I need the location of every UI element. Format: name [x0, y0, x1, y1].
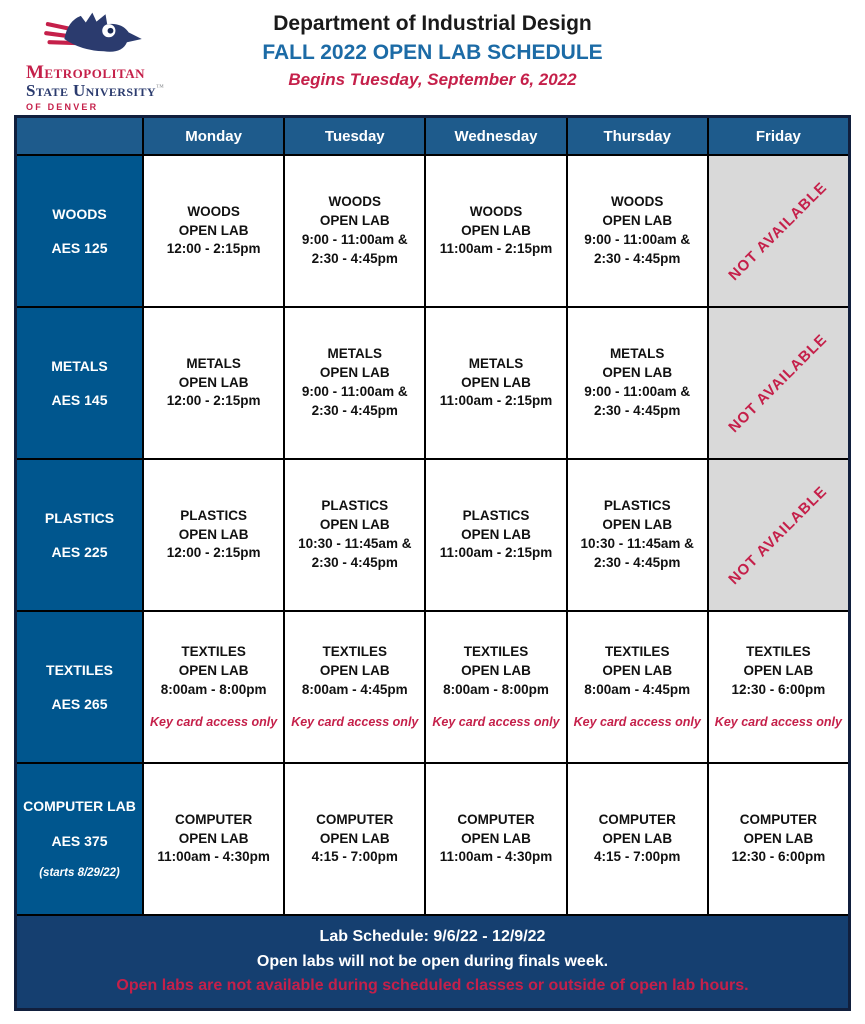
schedule-cell-line: OPEN LAB	[461, 526, 531, 542]
schedule-table	[14, 115, 851, 1011]
room-number: AES 265	[51, 696, 108, 712]
schedule-cell	[709, 764, 848, 914]
day-header	[426, 118, 565, 154]
schedule-cell-line: 2:30 - 4:45pm	[594, 554, 681, 570]
logo-trademark: ™	[155, 82, 165, 92]
schedule-cell-line: METALS	[327, 346, 383, 362]
schedule-cell-line: TEXTILES	[746, 643, 811, 659]
schedule-cell-line: OPEN LAB	[319, 517, 390, 533]
lab-name: PLASTICS	[44, 509, 115, 526]
schedule-cell	[144, 308, 283, 458]
schedule-cell-line: 2:30 - 4:45pm	[311, 250, 398, 266]
logo-of-denver: OF DENVER	[26, 101, 99, 112]
schedule-cell-line: 2:30 - 4:45pm	[311, 554, 398, 570]
schedule-cell-line: 9:00 - 11:00am &	[584, 232, 691, 247]
footer-date-range: Lab Schedule: 9/6/22 - 12/9/22	[319, 927, 546, 945]
page-subtitle: FALL 2022 OPEN LAB SCHEDULE	[262, 41, 603, 64]
schedule-cell-line: OPEN LAB	[461, 662, 531, 678]
schedule-cell-line: TEXTILES	[463, 643, 529, 659]
schedule-cell	[285, 764, 424, 914]
schedule-cell	[426, 156, 565, 306]
schedule-cell-line: 11:00am - 4:30pm	[439, 849, 553, 865]
room-number: AES 375	[51, 832, 108, 849]
room-number: AES 145	[51, 392, 108, 408]
schedule-cell	[144, 460, 283, 610]
schedule-cell-line: OPEN LAB	[178, 222, 249, 238]
schedule-cell-line: 12:30 - 6:00pm	[731, 849, 826, 865]
lab-name: METALS	[51, 357, 108, 374]
schedule-cell	[568, 764, 707, 914]
schedule-cell-line: OPEN LAB	[319, 365, 390, 381]
day-header	[568, 118, 707, 154]
day-header-label: Friday	[755, 127, 801, 145]
schedule-cell-line: 8:00am - 4:45pm	[584, 681, 691, 697]
schedule-cell-line: WOODS	[469, 203, 523, 219]
schedule-cell	[426, 764, 565, 914]
schedule-cell	[709, 612, 848, 762]
schedule-cell-line: COMPUTER	[598, 811, 676, 827]
key-card-note: Key card access only	[714, 714, 842, 729]
schedule-cell	[144, 612, 283, 762]
schedule-cell-line: OPEN LAB	[602, 662, 673, 678]
schedule-cell-line: TEXTILES	[604, 643, 670, 659]
schedule-cell-line: OPEN LAB	[319, 662, 390, 678]
schedule-cell-line: 8:00am - 8:00pm	[160, 681, 267, 697]
schedule-cell-line: METALS	[609, 346, 665, 362]
page-title: Department of Industrial Design	[273, 12, 592, 35]
schedule-cell-line: PLASTICS	[462, 507, 530, 523]
schedule-cell-line: 11:00am - 2:15pm	[439, 545, 553, 561]
schedule-cell	[568, 308, 707, 458]
schedule-cell-line: 10:30 - 11:45am &	[580, 536, 694, 551]
key-card-note: Key card access only	[573, 714, 701, 729]
row-label-cell	[17, 156, 142, 306]
schedule-cell-line: 4:15 - 7:00pm	[311, 849, 398, 865]
schedule-cell-line: WOODS	[187, 203, 240, 219]
schedule-cell	[426, 308, 565, 458]
schedule-cell-line: OPEN LAB	[461, 830, 531, 846]
schedule-cell-line: 12:00 - 2:15pm	[166, 545, 261, 561]
schedule-cell-line: OPEN LAB	[319, 830, 390, 846]
title-block	[0, 12, 865, 90]
lab-name: COMPUTER LAB	[23, 798, 136, 815]
row-label-cell	[17, 460, 142, 610]
schedule-cell-line: 9:00 - 11:00am &	[301, 384, 408, 399]
schedule-cell-line: PLASTICS	[321, 498, 389, 514]
key-card-note: Key card access only	[150, 714, 278, 729]
schedule-cell-line: PLASTICS	[180, 507, 247, 523]
schedule-cell	[144, 156, 283, 306]
schedule-cell	[568, 612, 707, 762]
not-available-label: NOT AVAILABLE	[725, 330, 832, 436]
schedule-cell-line: COMPUTER	[739, 811, 818, 827]
schedule-cell-line: OPEN LAB	[743, 830, 814, 846]
day-header-label: Tuesday	[324, 127, 385, 145]
begins-date-note: Begins Tuesday, September 6, 2022	[288, 70, 577, 89]
schedule-cell	[285, 156, 424, 306]
schedule-cell-line: 11:00am - 2:15pm	[439, 393, 553, 409]
lab-name: WOODS	[52, 205, 107, 222]
schedule-cell-line: WOODS	[610, 194, 664, 210]
footer-availability-note: Open labs are not available during scheduled classes or outside of open lab hours.	[116, 977, 749, 995]
schedule-cell-line: OPEN LAB	[602, 517, 673, 533]
schedule-cell	[285, 308, 424, 458]
schedule-cell-line: OPEN LAB	[178, 526, 249, 542]
logo-metropolitan: Metropolitan	[26, 62, 146, 83]
day-header-label: Wednesday	[454, 127, 538, 145]
schedule-cell-line: 11:00am - 2:15pm	[439, 241, 553, 257]
schedule-cell-line: COMPUTER	[316, 811, 394, 827]
schedule-cell-line: 2:30 - 4:45pm	[311, 402, 398, 418]
schedule-cell-line: 12:00 - 2:15pm	[166, 241, 261, 257]
schedule-cell-line: 2:30 - 4:45pm	[594, 250, 681, 266]
schedule-cell	[426, 612, 565, 762]
schedule-cell-line: METALS	[468, 355, 524, 371]
logo-state-university: State University™	[26, 81, 165, 100]
schedule-cell	[568, 460, 707, 610]
day-header-label: Thursday	[603, 127, 671, 145]
row-label-cell	[17, 612, 142, 762]
schedule-cell-line: OPEN LAB	[178, 830, 249, 846]
schedule-cell-line: 11:00am - 4:30pm	[157, 849, 270, 865]
not-available-label: NOT AVAILABLE	[725, 178, 832, 284]
schedule-cell	[285, 612, 424, 762]
schedule-cell-line: COMPUTER	[457, 811, 535, 827]
schedule-cell-line: TEXTILES	[181, 643, 246, 659]
schedule-footer	[17, 916, 848, 1008]
schedule-cell	[285, 460, 424, 610]
key-card-note: Key card access only	[291, 714, 419, 729]
schedule-cell-line: 12:30 - 6:00pm	[731, 681, 826, 697]
key-card-note: Key card access only	[432, 714, 560, 729]
day-header	[144, 118, 283, 154]
schedule-cell	[144, 764, 283, 914]
schedule-cell-line: OPEN LAB	[461, 222, 531, 238]
schedule-cell-line: OPEN LAB	[602, 365, 673, 381]
schedule-cell-line: OPEN LAB	[461, 374, 531, 390]
schedule-cell-line: OPEN LAB	[602, 213, 673, 229]
schedule-cell-line: 10:30 - 11:45am &	[298, 536, 412, 551]
not-available-cell	[709, 156, 848, 306]
not-available-label: NOT AVAILABLE	[725, 482, 832, 588]
schedule-cell	[426, 460, 565, 610]
page-header	[0, 0, 865, 112]
schedule-cell-line: COMPUTER	[174, 811, 253, 827]
day-header	[285, 118, 424, 154]
row-label-cell	[17, 764, 142, 914]
schedule-cell-line: 9:00 - 11:00am &	[301, 232, 408, 247]
schedule-cell-line: 2:30 - 4:45pm	[594, 402, 681, 418]
day-header-label: Monday	[185, 127, 242, 145]
schedule-cell-line: OPEN LAB	[743, 662, 814, 678]
schedule-cell-line: 4:15 - 7:00pm	[594, 849, 681, 865]
corner-cell	[17, 118, 142, 154]
not-available-cell	[709, 460, 848, 610]
footer-finals-note: Open labs will not be open during finals week.	[256, 952, 609, 970]
schedule-cell	[568, 156, 707, 306]
schedule-cell-line: 8:00am - 8:00pm	[443, 681, 549, 697]
row-label-cell	[17, 308, 142, 458]
lab-name: TEXTILES	[46, 661, 113, 678]
schedule-cell-line: OPEN LAB	[178, 374, 249, 390]
schedule-cell-line: PLASTICS	[603, 498, 671, 514]
room-number: AES 225	[51, 544, 108, 560]
schedule-cell-line: TEXTILES	[322, 643, 388, 659]
schedule-cell-line: 9:00 - 11:00am &	[584, 384, 691, 399]
schedule-cell-line: 12:00 - 2:15pm	[166, 393, 261, 409]
day-header	[709, 118, 848, 154]
not-available-cell	[709, 308, 848, 458]
schedule-cell-line: OPEN LAB	[602, 830, 673, 846]
schedule-cell-line: OPEN LAB	[178, 662, 249, 678]
schedule-cell-line: OPEN LAB	[319, 213, 390, 229]
row-start-note: (starts 8/29/22)	[39, 866, 120, 879]
schedule-cell-line: METALS	[186, 355, 241, 371]
room-number: AES 125	[51, 240, 108, 256]
schedule-cell-line: WOODS	[328, 194, 382, 210]
schedule-cell-line: 8:00am - 4:45pm	[301, 681, 408, 697]
